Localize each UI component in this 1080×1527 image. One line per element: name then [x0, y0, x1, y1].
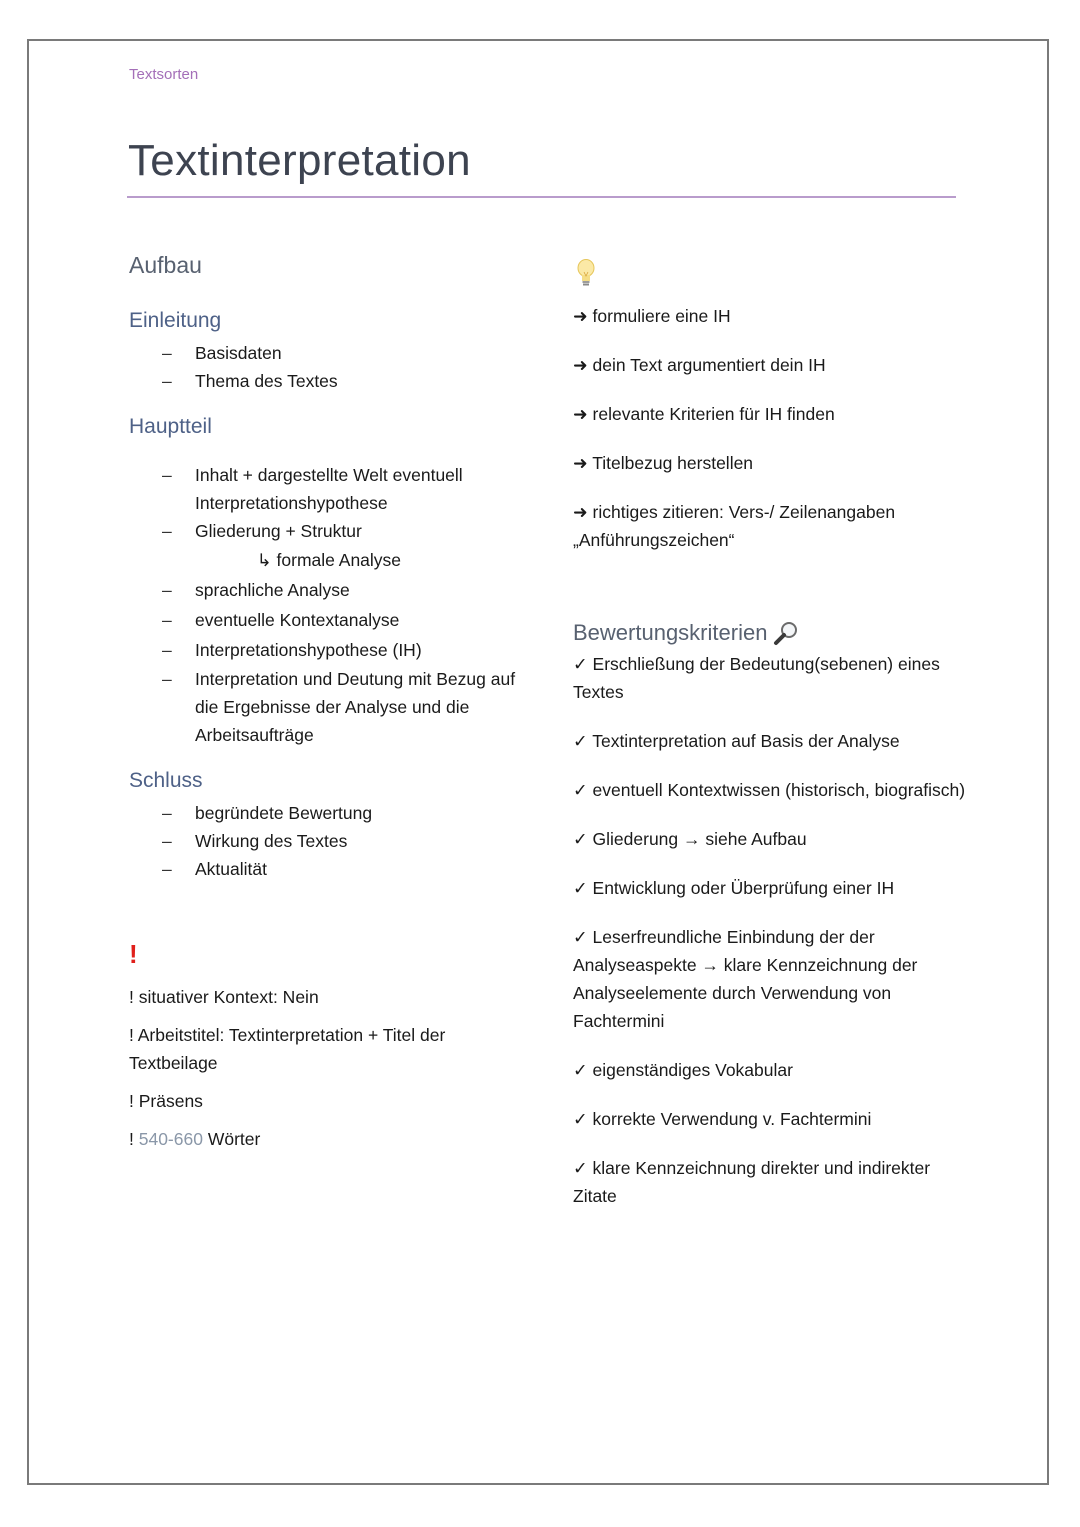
list-item: – Gliederung + Struktur: [129, 517, 529, 545]
title-underline: [127, 196, 956, 198]
word-count-note: [129, 1125, 529, 1153]
word-count-prefix: !: [129, 1129, 139, 1149]
page-title: Textinterpretation: [128, 136, 471, 185]
einleitung-heading: Einleitung: [129, 309, 222, 332]
criterion-item: ✓ Entwicklung oder Überprüfung einer IH: [573, 878, 895, 898]
list-item: – Wirkung des Textes: [129, 827, 529, 855]
criterion-item: ✓ eigenständiges Vokabular: [573, 1060, 793, 1080]
einleitung-list: [129, 339, 529, 395]
schluss-list: [129, 799, 529, 883]
list-item: – Interpretationshypothese (IH): [129, 635, 529, 665]
exclamation-icon: !: [129, 939, 138, 969]
tip-item: ➜ Titelbezug herstellen: [573, 453, 754, 473]
tip-item: ➜ formuliere eine IH: [573, 306, 731, 326]
list-item: – begründete Bewertung: [129, 799, 529, 827]
magnifier-icon: [773, 620, 799, 646]
list-item: – Inhalt + dargestellte Welt eventuell Interpretationshypothese: [129, 461, 529, 517]
criterion-item: ✓ Gliederung → siehe Aufbau: [573, 829, 807, 849]
list-item: – Interpretation und Deutung mit Bezug auf die Ergebnisse der Analyse und die Arbeitsaufträge: [129, 665, 529, 749]
tip-item: ➜ dein Text argumentiert dein IH: [573, 355, 826, 375]
hauptteil-list: [129, 461, 529, 545]
criterion-item: ✓ Leserfreundliche Einbindung der der Analyseaspekte → klare Kennzeichnung der Analyseelemente durch Verwendung von Fachtermini: [573, 927, 918, 1031]
tip-item: ➜ relevante Kriterien für IH finden: [573, 404, 835, 424]
list-item: – sprachliche Analyse: [129, 575, 529, 605]
criterion-item: ✓ Erschließung der Bedeutung(sebenen) eines Textes: [573, 654, 940, 702]
list-item: – eventuelle Kontextanalyse: [129, 605, 529, 635]
note-item: ! Präsens: [129, 1091, 203, 1111]
criteria-list: [573, 650, 973, 1210]
note-item: ! Arbeitstitel: Textinterpretation + Titel der Textbeilage: [129, 1025, 446, 1073]
schluss-heading: Schluss: [129, 769, 203, 792]
tip-item: ➜ richtiges zitieren: Vers-/ Zeilenangaben „Anführungszeichen“: [573, 502, 896, 550]
word-count-range: 540-660: [138, 1129, 203, 1149]
criterion-item: ✓ Textinterpretation auf Basis der Analyse: [573, 731, 900, 751]
tips-list: [573, 302, 973, 554]
list-item: – Thema des Textes: [129, 367, 529, 395]
list-item: – Basisdaten: [129, 339, 529, 367]
hauptteil-heading: Hauptteil: [129, 415, 212, 438]
aufbau-heading: Aufbau: [129, 252, 202, 278]
criterion-item: ✓ klare Kennzeichnung direkter und indirekter Zitate: [573, 1158, 931, 1206]
word-count-suffix: Wörter: [202, 1129, 261, 1149]
criterion-item: ✓ eventuell Kontextwissen (historisch, biografisch): [573, 780, 966, 800]
lightbulb-icon: [575, 258, 597, 288]
criteria-heading-label: Bewertungskriterien: [573, 620, 768, 645]
note-item: ! situativer Kontext: Nein: [129, 987, 319, 1007]
left-column: [129, 252, 529, 1153]
hauptteil-list-continued: [129, 575, 529, 749]
right-column: [573, 258, 973, 1210]
list-item: – Aktualität: [129, 855, 529, 883]
criterion-item: ✓ korrekte Verwendung v. Fachtermini: [573, 1109, 872, 1129]
criteria-heading: [573, 620, 973, 646]
category-label: Textsorten: [129, 66, 199, 83]
sub-list-item: ↳ formale Analyse: [257, 550, 402, 570]
